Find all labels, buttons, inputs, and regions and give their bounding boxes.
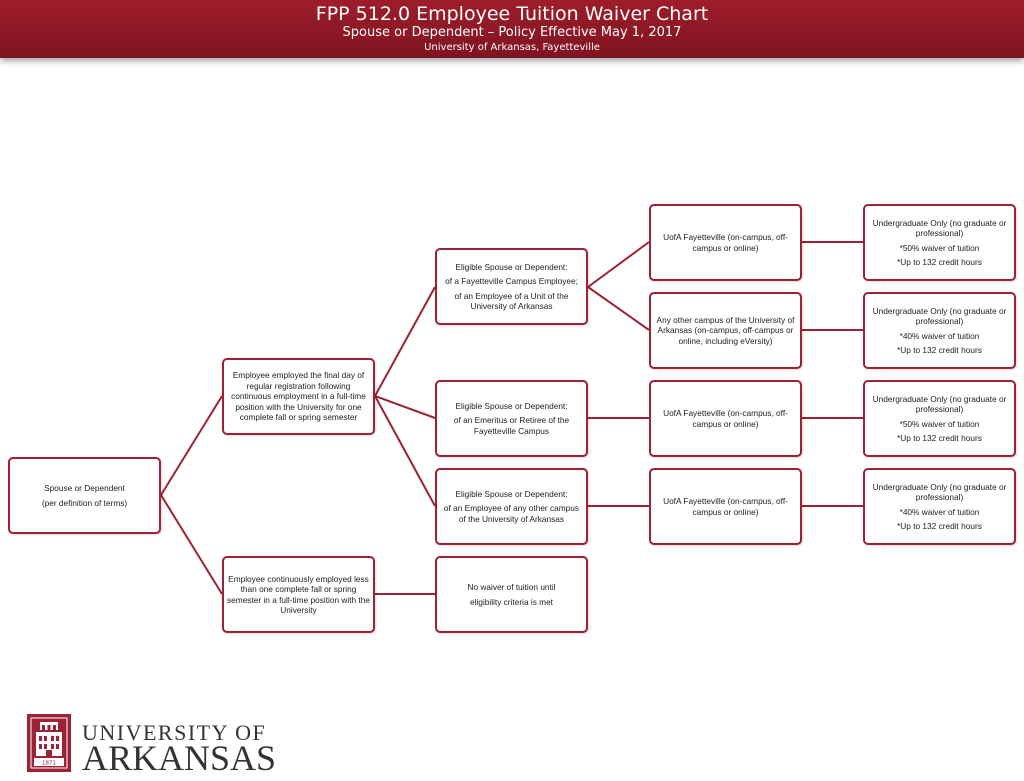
logo-line-1: UNIVERSITY OF <box>82 720 267 745</box>
node-no-waiver <box>435 556 588 633</box>
seal-year: 1871 <box>42 760 56 767</box>
node-line: Eligible Spouse or Dependent: <box>455 261 568 272</box>
node-line: of a Fayetteville Campus Employee; <box>445 276 578 286</box>
node-line: *Up to 132 credit hours <box>897 345 982 355</box>
node-line: Eligible Spouse or Dependent: <box>455 488 568 499</box>
connector-campus-fay1 <box>588 242 649 287</box>
node-line: Spouse or Dependent <box>44 483 125 493</box>
university-logo <box>24 712 284 776</box>
node-line: *Up to 132 credit hours <box>897 257 982 267</box>
node-employed-full-semester <box>222 358 375 435</box>
node-line: of an Employee of any other campus of the University of Arkansas <box>443 503 580 524</box>
connector-root-fullyear <box>161 396 222 495</box>
connector-fullyear-campus <box>375 287 435 396</box>
node-spouse-or-dependent <box>8 457 161 534</box>
node-line: Undergraduate Only (no graduate or professional) <box>872 481 1007 502</box>
node-text: UofA Fayetteville (on-campus, off-campus or online) <box>663 496 788 517</box>
node-campus-fayetteville-2 <box>649 380 802 457</box>
node-line: No waiver of tuition until <box>467 582 556 592</box>
node-eligible-campus-employee <box>435 248 588 325</box>
connector-root-lessyear <box>161 495 222 594</box>
node-text: Employee continuously employed less than one complete fall or spring semester in a full-time position with the University <box>227 573 370 615</box>
connector-campus-other <box>588 287 649 330</box>
node-line: Undergraduate Only (no graduate or professional) <box>872 305 1007 326</box>
node-line: of an Emeritus or Retiree of the Fayetteville Campus <box>453 415 570 436</box>
node-text: Any other campus of the University of Arkansas (on-campus, off-campus or online, including eVersity) <box>656 314 795 346</box>
organization-name: University of Arkansas, Fayetteville <box>424 42 600 53</box>
node-line: (per definition of terms) <box>41 497 128 508</box>
node-line: *50% waiver of tuition <box>899 418 980 429</box>
page-subtitle: Spouse or Dependent – Policy Effective May 1, 2017 <box>342 25 682 40</box>
connector-fullyear-emeritus <box>375 396 435 418</box>
node-line: *40% waiver of tuition <box>899 506 980 517</box>
node-waiver-2 <box>863 292 1016 369</box>
node-text: UofA Fayetteville (on-campus, off-campus or online) <box>663 408 788 429</box>
node-line: of an Employee of a Unit of the University of Arkansas <box>454 290 569 311</box>
page-title: FPP 512.0 Employee Tuition Waiver Chart <box>315 3 709 25</box>
node-eligible-emeritus-retiree <box>435 380 588 457</box>
node-line: *40% waiver of tuition <box>899 330 980 341</box>
node-line: Undergraduate Only (no graduate or professional) <box>872 393 1007 414</box>
node-eligible-other-campus-employee <box>435 468 588 545</box>
node-waiver-1 <box>863 204 1016 281</box>
node-waiver-4 <box>863 468 1016 545</box>
node-campus-fayetteville-3 <box>649 468 802 545</box>
node-text: UofA Fayetteville (on-campus, off-campus or online) <box>663 232 788 253</box>
node-text: Employee employed the final day of regular registration following continuous employment in a full-time position with the University for one complete fall or spring semester <box>231 370 366 423</box>
node-line: *Up to 132 credit hours <box>897 433 982 443</box>
node-campus-fayetteville-1 <box>649 204 802 281</box>
old-main-seal-icon <box>24 712 74 776</box>
node-campus-other <box>649 292 802 369</box>
node-line: *50% waiver of tuition <box>899 242 980 253</box>
connector-fullyear-other <box>375 396 435 506</box>
node-line: Eligible Spouse or Dependent: <box>455 400 568 411</box>
node-line: eligibility criteria is met <box>470 596 553 607</box>
logo-line-2: ARKANSAS <box>82 738 277 778</box>
node-line: *Up to 132 credit hours <box>897 521 982 531</box>
node-waiver-3 <box>863 380 1016 457</box>
node-employed-less-than-semester <box>222 556 375 633</box>
node-line: Undergraduate Only (no graduate or professional) <box>872 217 1007 238</box>
